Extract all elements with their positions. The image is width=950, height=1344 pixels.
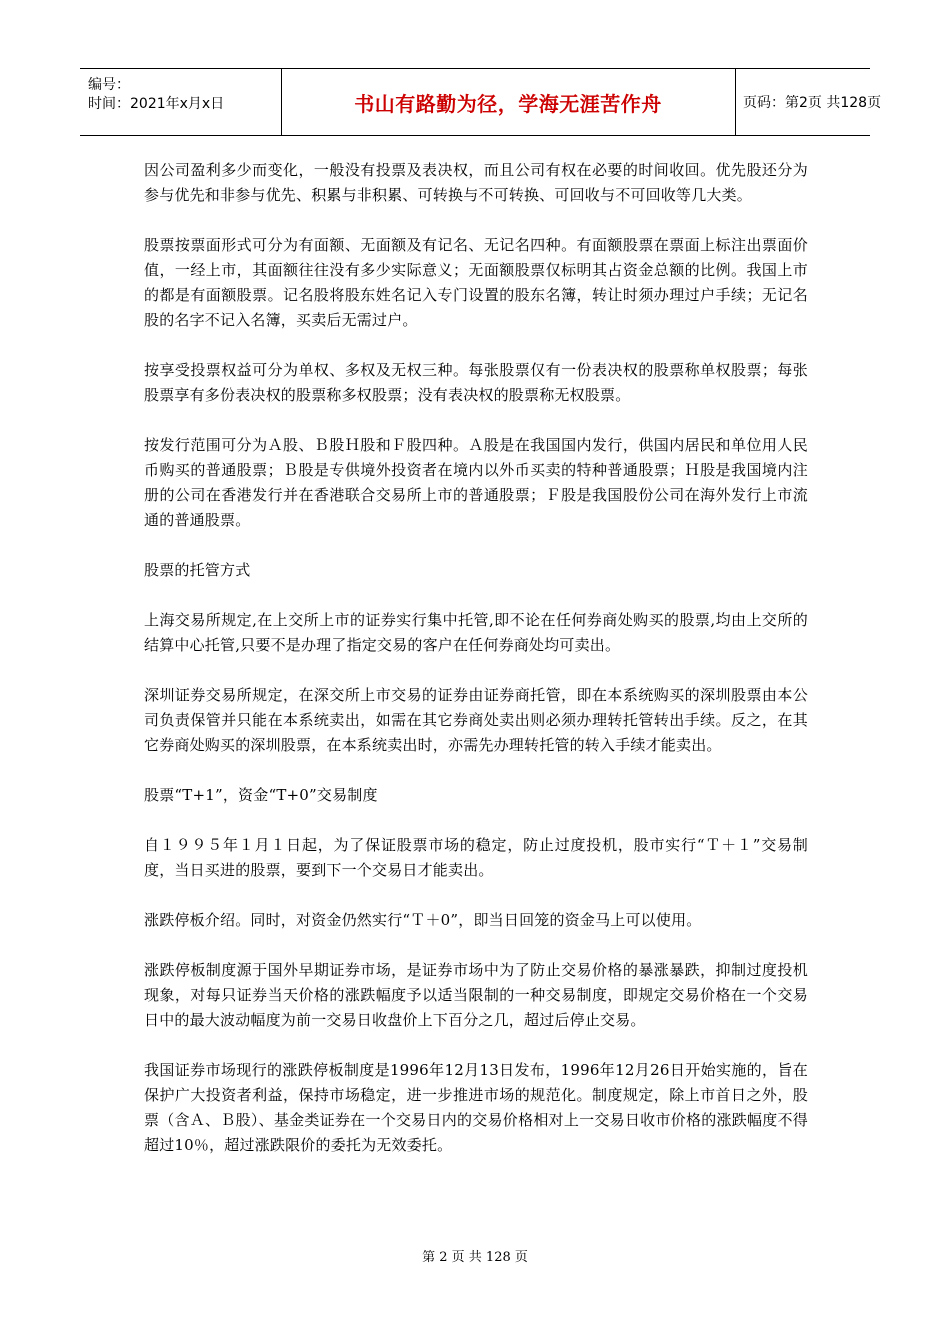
header-motto-cell <box>281 69 736 135</box>
body-paragraph: 按享受投票权益可分为单权、多权及无权三种。每张股票仅有一份表决权的股票称单权股票；每张股票享有多份表决权的股票称多权股票；没有表决权的股票称无权股票。 <box>144 361 808 404</box>
document-body <box>144 158 808 1183</box>
page-header <box>80 68 882 136</box>
section-heading: 股票“T+1”，资金“T+0”交易制度 <box>144 786 378 804</box>
header-motto: 书山有路勤为径，学海无涯苦作舟 <box>354 91 662 116</box>
body-paragraph: 按发行范围可分为Ａ股、Ｂ股Ｈ股和Ｆ股四种。Ａ股是在我国国内发行，供国内居民和单位用人民币购买的普通股票；Ｂ股是专供境外投资者在境内以外币买卖的特种普通股票；Ｈ股是我国境内注册的公司在香港发行并在香港联合交易所上市的普通股票；Ｆ股是我国股份公司在海外发行上市流通的普通股票。 <box>144 436 808 529</box>
body-paragraph: 涨跌停板介绍。同时，对资金仍然实行“Ｔ＋0”，即当日回笼的资金马上可以使用。 <box>144 911 702 929</box>
body-paragraph: 涨跌停板制度源于国外早期证券市场，是证券市场中为了防止交易价格的暴涨暴跌，抑制过度投机现象，对每只证券当天价格的涨跌幅度予以适当限制的一种交易制度，即规定交易价格在一个交易日中的最大波动幅度为前一交易日收盘价上下百分之几，超过后停止交易。 <box>144 961 808 1029</box>
header-meta-cell <box>80 69 282 135</box>
body-paragraph: 自１９９５年１月１日起，为了保证股票市场的稳定，防止过度投机，股市实行“Ｔ＋１”交易制度，当日买进的股票，要到下一个交易日才能卖出。 <box>144 836 808 879</box>
page-footer: 第 2 页 共 128 页 <box>422 1250 528 1265</box>
body-paragraph: 因公司盈利多少而变化，一般没有投票及表决权，而且公司有权在必要的时间收回。优先股还分为参与优先和非参与优先、积累与非积累、可转换与不可转换、可回收与不可回收等几大类。 <box>144 161 808 204</box>
document-number-label: 编号： <box>88 77 130 93</box>
body-paragraph: 股票按票面形式可分为有面额、无面额及有记名、无记名四种。有面额股票在票面上标注出票面价值，一经上市，其面额往往没有多少实际意义；无面额股票仅标明其占资金总额的比例。我国上市的都是有面额股票。记名股将股东姓名记入专门设置的股东名簿，转让时须办理过户手续；无记名股的名字不记入名簿，买卖后无需过户。 <box>144 236 808 329</box>
section-heading: 股票的托管方式 <box>144 561 251 579</box>
header-page-cell <box>735 69 882 135</box>
document-date-label: 时间：2021年x月x日 <box>88 96 225 112</box>
body-paragraph: 我国证券市场现行的涨跌停板制度是1996年12月13日发布，1996年12月26日开始实施的，旨在保护广大投资者利益，保持市场稳定，进一步推进市场的规范化。制度规定，除上市首日之外，股票（含Ａ、Ｂ股）、基金类证券在一个交易日内的交易价格相对上一交易日收市价格的涨跌幅度不得超过10％，超过涨跌限价的委托为无效委托。 <box>144 1061 808 1154</box>
header-page-info: 页码：第2页 共128页 <box>743 95 882 111</box>
body-paragraph: 深圳证券交易所规定，在深交所上市交易的证券由证券商托管，即在本系统购买的深圳股票由本公司负责保管并只能在本系统卖出，如需在其它券商处卖出则必须办理转托管转出手续。反之，在其它券商处购买的深圳股票，在本系统卖出时，亦需先办理转托管的转入手续才能卖出。 <box>144 686 808 754</box>
body-paragraph: 上海交易所规定,在上交所上市的证券实行集中托管,即不论在任何券商处购买的股票,均由上交所的结算中心托管,只要不是办理了指定交易的客户在任何券商处均可卖出。 <box>144 611 808 654</box>
